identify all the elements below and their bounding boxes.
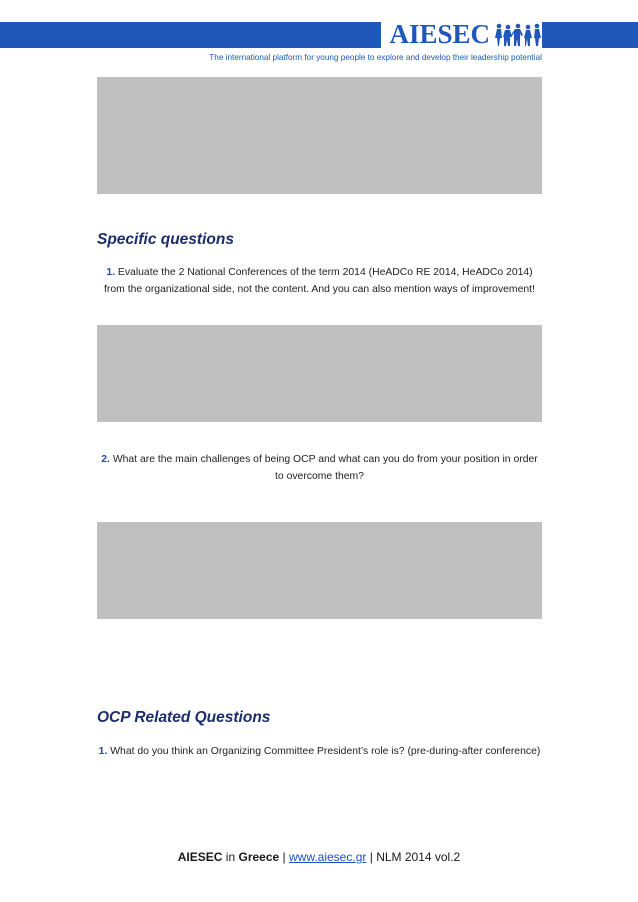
footer bbox=[0, 850, 638, 864]
footer-in: in bbox=[225, 850, 236, 864]
question-text: What do you think an Organizing Committee President’s role is? (pre-during-after conference) bbox=[110, 746, 541, 757]
answer-box-intro[interactable] bbox=[97, 77, 542, 194]
tagline: The international platform for young people to explore and develop their leadership potential bbox=[209, 53, 542, 62]
question-number: 1. bbox=[106, 267, 116, 278]
aiesec-logo bbox=[381, 20, 498, 48]
answer-box-q2[interactable] bbox=[97, 522, 542, 619]
section-title-ocp: OCP Related Questions bbox=[97, 709, 271, 726]
logo-text: AIESEC bbox=[389, 19, 490, 49]
question-number: 2. bbox=[101, 454, 110, 465]
footer-website-link[interactable]: www.aiesec.gr bbox=[289, 850, 367, 864]
answer-box-q1[interactable] bbox=[97, 325, 542, 422]
section-title-specific: Specific questions bbox=[97, 231, 234, 248]
question-ocp-1 bbox=[97, 743, 542, 760]
people-figures-icon bbox=[494, 22, 542, 48]
footer-edition: NLM 2014 vol.2 bbox=[376, 850, 461, 864]
question-1 bbox=[97, 264, 542, 298]
footer-separator: | bbox=[369, 850, 373, 864]
question-text: Evaluate the 2 National Conferences of the term 2014 (HeADCo RE 2014, HeADCo 2014) from the organizational side, not the content. And you can also mention ways of improvement! bbox=[104, 267, 535, 295]
footer-org: AIESEC bbox=[177, 850, 223, 864]
footer-country: Greece bbox=[238, 850, 280, 864]
question-text: What are the main challenges of being OCP and what can you do from your position in order to overcome them? bbox=[112, 454, 538, 482]
question-2 bbox=[97, 451, 542, 485]
question-number: 1. bbox=[98, 746, 108, 757]
footer-separator: | bbox=[282, 850, 286, 864]
header-band bbox=[0, 19, 638, 49]
